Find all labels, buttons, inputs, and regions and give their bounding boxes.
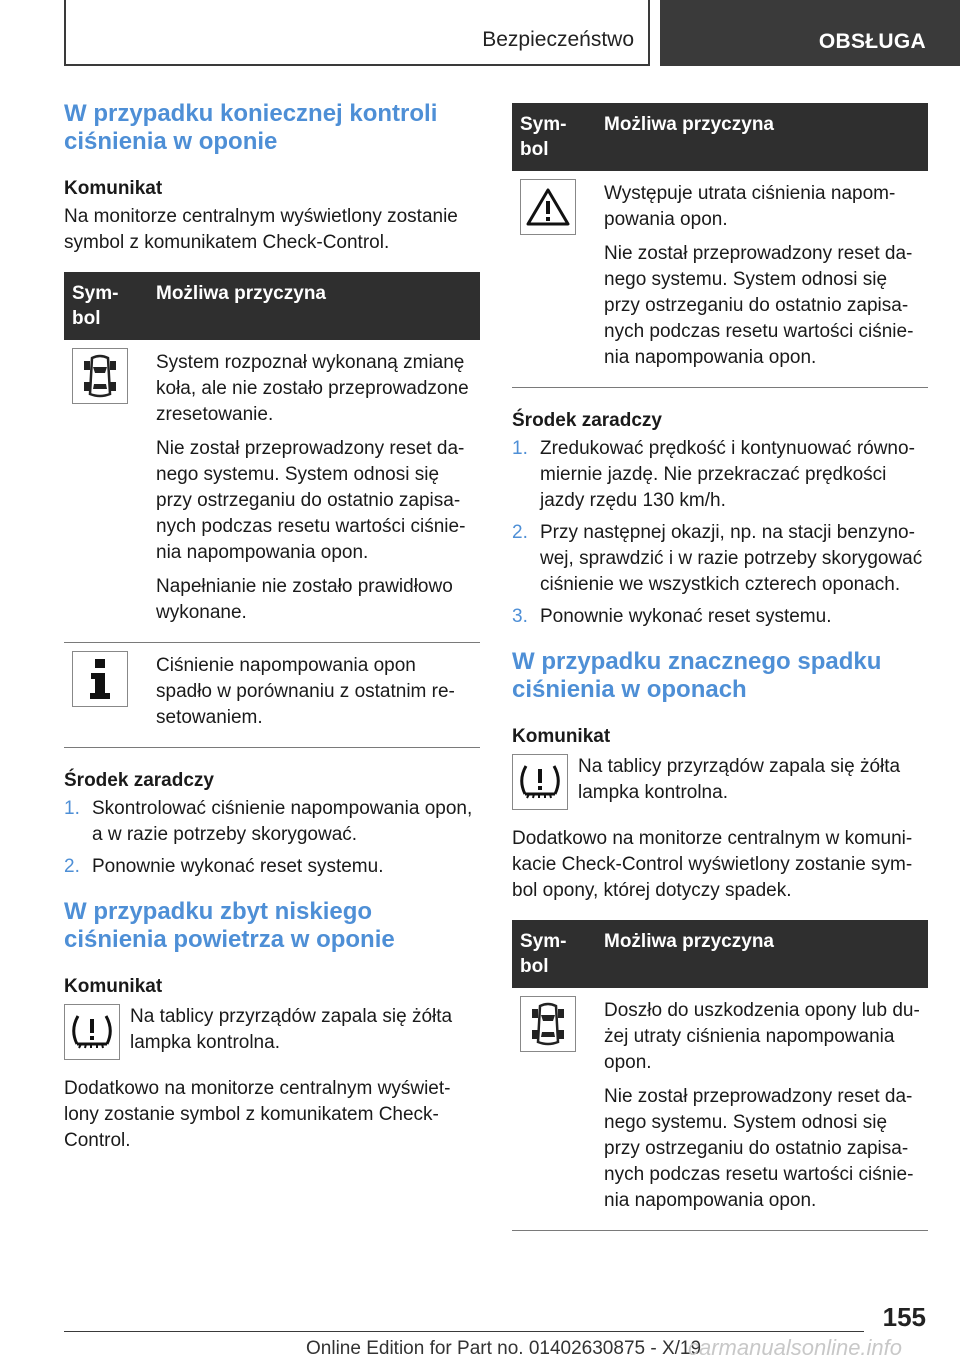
cause-text: Napełnianie nie zostało prawidłowo wykonane.	[156, 576, 453, 623]
remedy-steps	[512, 436, 928, 630]
header-chapter-title: OBSŁUGA	[818, 30, 926, 53]
cause-text: Doszło do uszkodzenia opony lub du-żej utraty ciśnienia napompowania opon.	[604, 1000, 920, 1073]
list-item: 2. Ponownie wykonać reset systemu.	[64, 856, 384, 877]
extra-text: Dodatkowo na monitorze centralnym w komuni-kacie Check-Control wyświetlony zostanie sym-bol opony, której dotyczy spadek.	[512, 828, 913, 901]
warning-triangle-icon	[520, 179, 576, 235]
remedy-steps	[64, 796, 480, 880]
message-heading: Komunikat	[512, 726, 611, 747]
list-item: 2. Przy następnej okazji, np. na stacji benzyno-wej, sprawdzić i w razie potrzeby skorygować ciśnienie we wszystkich czterech oponach.	[512, 522, 923, 595]
list-item: 1. Skontrolować ciśnienie napompowania opon, a w razie potrzeby skorygować.	[64, 798, 473, 845]
message-heading: Komunikat	[64, 178, 163, 199]
cause-text: System rozpoznał wykonaną zmianę koła, ale nie zostało przeprowadzone zresetowanie.	[156, 352, 469, 425]
table-header-symbol: Sym- bol	[512, 103, 596, 171]
cause-text: Nie został przeprowadzony reset da-nego systemu. System odnosi się przy ostrzeganiu do ostatnio zapisa-nych podczas resetu wartości ciśnie-nia napompowania opon.	[604, 243, 914, 368]
tire-pressure-warning-icon	[512, 754, 568, 810]
message-text: Na monitorze centralnym wyświetlony zostanie symbol z komunikatem Check-Control.	[64, 206, 458, 253]
lamp-text: Na tablicy przyrządów zapala się żółta lampka kontrolna.	[578, 756, 901, 803]
cause-text: Nie został przeprowadzony reset da-nego systemu. System odnosi się przy ostrzeganiu do ostatnio zapisa-nych podczas resetu wartości ciśnie-nia napompowania opon.	[604, 1086, 914, 1211]
table-row	[64, 643, 480, 748]
cause-text: Ciśnienie napompowania opon spadło w porównaniu z ostatnim re-setowaniem.	[156, 655, 455, 728]
car-tire-icon	[520, 996, 576, 1052]
list-item: 1. Zredukować prędkość i kontynuować równo-miernie jazdę. Nie przekraczać prędkości jazdy rzędu 130 km/h.	[512, 438, 915, 511]
footer-divider	[64, 1331, 864, 1332]
extra-text: Dodatkowo na monitorze centralnym wyświet-lony zostanie symbol z komunikatem Check-Control.	[64, 1078, 451, 1151]
symbol-table-significant-drop	[512, 920, 928, 1231]
remedy-heading: Środek zaradczy	[512, 410, 662, 431]
car-tire-icon	[72, 348, 128, 404]
header-chapter-box	[660, 0, 960, 66]
watermark-logo: carmanualsonline.info	[688, 1335, 903, 1360]
table-row	[512, 988, 928, 1231]
symbol-table-check-pressure	[64, 272, 480, 748]
table-row	[64, 340, 480, 643]
message-heading: Komunikat	[64, 976, 163, 997]
table-row	[512, 171, 928, 388]
section-title-check-pressure: W przypadku koniecznej kontroli ciśnienia w oponie	[64, 100, 438, 155]
left-column	[64, 100, 480, 1154]
lamp-text: Na tablicy przyrządów zapala się żółta lampka kontrolna.	[130, 1006, 453, 1053]
table-header-symbol: Sym- bol	[512, 920, 596, 988]
header-section-box	[64, 0, 650, 66]
cause-text: Występuje utrata ciśnienia napom-powania opon.	[604, 183, 896, 230]
page-number: 155	[882, 1302, 926, 1332]
info-icon	[72, 651, 128, 707]
tire-pressure-warning-icon	[64, 1004, 120, 1060]
table-header-symbol: Sym- bol	[64, 272, 148, 340]
table-header-cause: Możliwa przyczyna	[596, 103, 928, 171]
cause-text: Nie został przeprowadzony reset da-nego systemu. System odnosi się przy ostrzeganiu do ostatnio zapisa-nych podczas resetu wartości ciśnie-nia napompowania opon.	[156, 438, 466, 563]
footer-edition: Online Edition for Part no. 01402630875 - X/19	[306, 1338, 702, 1359]
warning-lamp-row	[512, 754, 928, 810]
right-column	[512, 103, 928, 1251]
list-item: 3. Ponownie wykonać reset systemu.	[512, 606, 832, 627]
table-header-cause: Możliwa przyczyna	[148, 272, 480, 340]
section-title-low-pressure: W przypadku zbyt niskiego ciśnienia powietrza w oponie	[64, 898, 395, 953]
table-header-cause: Możliwa przyczyna	[596, 920, 928, 988]
remedy-heading: Środek zaradczy	[64, 770, 214, 791]
warning-lamp-row	[64, 1004, 480, 1060]
section-title-significant-drop: W przypadku znacznego spadku ciśnienia w oponach	[512, 648, 882, 703]
symbol-table-low-pressure	[512, 103, 928, 388]
header-section-title: Bezpieczeństwo	[482, 28, 634, 51]
